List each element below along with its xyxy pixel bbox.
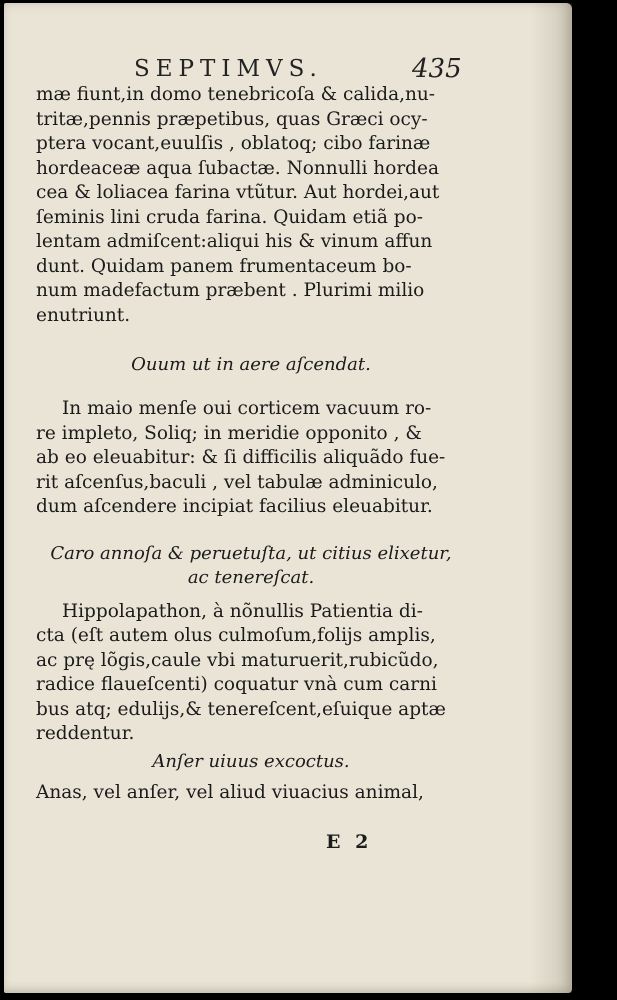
text-line: radice flaueſcenti) coquatur vnà cum carni [36, 674, 437, 695]
page-number: 435 [412, 54, 462, 84]
running-head: SEPTIMVS. [134, 56, 323, 82]
text-line: cea & loliacea farina vtũtur. Aut hordei,aut [36, 182, 440, 203]
paragraph-egg [36, 397, 466, 520]
text-line: hordeaceæ aqua ſubactæ. Nonnulli hordea [36, 157, 439, 179]
text-line: re impleto, Soliq; in meridie opponito , & [36, 422, 422, 444]
text-line: ptera vocant,euulſis , oblatoq; cibo farinæ [36, 133, 431, 154]
text-line: In maio menſe oui corticem vacuum ro- [62, 398, 432, 419]
text-line: num madefactum præbent . Plurimi milio [36, 280, 425, 301]
paragraph-continued [36, 83, 466, 328]
section-heading-egg: Ouum ut in aere aſcendat. [131, 354, 371, 375]
signature-mark: E 2 [326, 831, 373, 853]
text-line: rit aſcenſus,baculi , vel tabulæ adminiculo, [36, 471, 438, 493]
text-line: enutriunt. [36, 304, 131, 326]
text-line: lentam admiſcent:aliqui his & vinum affun [36, 231, 433, 252]
section-heading-goose: Anſer uiuus excoctus. [152, 750, 350, 772]
text-line: ac prę lõgis,caule vbi maturuerit,rubicũdo, [36, 649, 439, 671]
text-line: Hippolapathon, à nõnullis Patientia di- [62, 600, 423, 622]
text-line: Anas, vel anſer, vel aliud viuacius animal, [36, 781, 424, 803]
text-line: dunt. Quidam panem frumentaceum bo- [36, 255, 412, 277]
book-page [4, 3, 572, 993]
page-text [36, 83, 466, 805]
page-edge-shadow [530, 3, 572, 993]
text-line: bus atq; edulijs,& tenereſcent,eſuique aptæ [36, 698, 446, 720]
paragraph-meat [36, 600, 466, 747]
text-line: mæ fiunt,in domo tenebricoſa & calida,nu- [36, 84, 436, 105]
text-line: reddentur. [36, 723, 135, 744]
text-line: tritæ,pennis præpetibus, quas Græci ocy- [36, 108, 428, 130]
section-heading-meat [36, 542, 466, 590]
text-line: dum aſcendere incipiat facilius eleuabitur. [36, 496, 433, 517]
text-line: cta (eſt autem olus culmoſum,folijs amplis, [36, 625, 436, 646]
text-line: ſeminis lini cruda farina. Quidam etiã po- [36, 206, 423, 228]
heading-line: Caro annoſa & peruetuſta, ut citius elixetur, [50, 542, 452, 564]
paragraph-goose [36, 781, 466, 806]
heading-line: ac tenereſcat. [187, 566, 315, 588]
text-line: ab eo eleuabitur: & ſi difficilis aliquãdo fue- [36, 447, 446, 468]
